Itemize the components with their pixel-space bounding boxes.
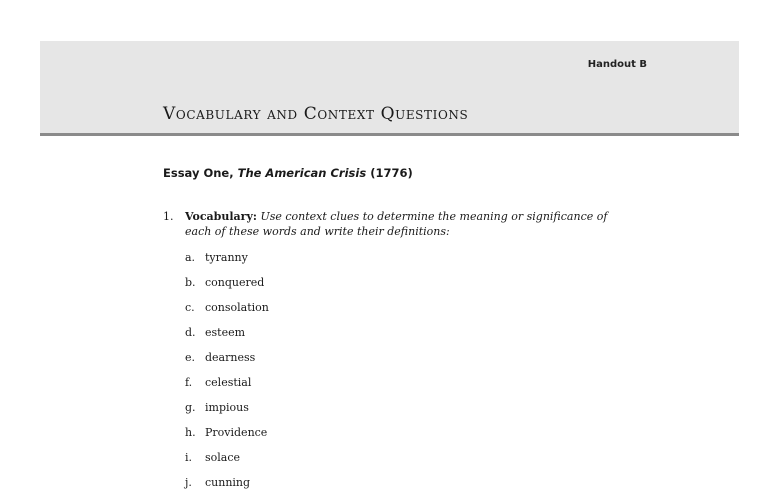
list-item bbox=[185, 350, 269, 375]
item-word: solace bbox=[205, 451, 241, 464]
item-word: Providence bbox=[205, 426, 268, 439]
question-label: Vocabulary: bbox=[185, 210, 257, 223]
item-letter: c. bbox=[185, 301, 195, 314]
header-divider bbox=[40, 133, 739, 136]
item-letter: d. bbox=[185, 326, 196, 339]
item-word: tyranny bbox=[205, 251, 248, 264]
list-item bbox=[185, 450, 269, 475]
question-number: 1. bbox=[163, 210, 174, 223]
list-item bbox=[185, 275, 269, 300]
list-item bbox=[185, 300, 269, 325]
question-body bbox=[185, 209, 613, 239]
item-letter: f. bbox=[185, 376, 193, 389]
list-item bbox=[185, 400, 269, 425]
item-word: celestial bbox=[205, 376, 252, 389]
essay-heading bbox=[163, 166, 413, 180]
essay-label: Essay One, bbox=[163, 166, 238, 180]
question-1 bbox=[163, 209, 613, 239]
item-letter: a. bbox=[185, 251, 196, 264]
list-item bbox=[185, 325, 269, 350]
list-item bbox=[185, 375, 269, 400]
item-letter: i. bbox=[185, 451, 193, 464]
essay-title: The American Crisis bbox=[237, 166, 367, 180]
item-letter: e. bbox=[185, 351, 196, 364]
item-word: cunning bbox=[205, 476, 251, 489]
essay-year: (1776) bbox=[366, 166, 413, 180]
vocabulary-list bbox=[185, 250, 269, 500]
list-item bbox=[185, 475, 269, 500]
item-word: dearness bbox=[205, 351, 256, 364]
list-item bbox=[185, 250, 269, 275]
item-letter: b. bbox=[185, 276, 196, 289]
list-item bbox=[185, 425, 269, 450]
page-title: Vocabulary and Context Questions bbox=[163, 104, 469, 124]
item-letter: g. bbox=[185, 401, 196, 414]
item-letter: h. bbox=[185, 426, 196, 439]
item-word: impious bbox=[205, 401, 249, 414]
item-letter: j. bbox=[185, 476, 192, 489]
item-word: consolation bbox=[205, 301, 269, 314]
item-word: conquered bbox=[205, 276, 265, 289]
item-word: esteem bbox=[205, 326, 246, 339]
handout-label: Handout B bbox=[587, 59, 647, 70]
question-instruction: Use context clues to determine the meaning or significance of each of these words and write their definitions: bbox=[185, 210, 608, 238]
